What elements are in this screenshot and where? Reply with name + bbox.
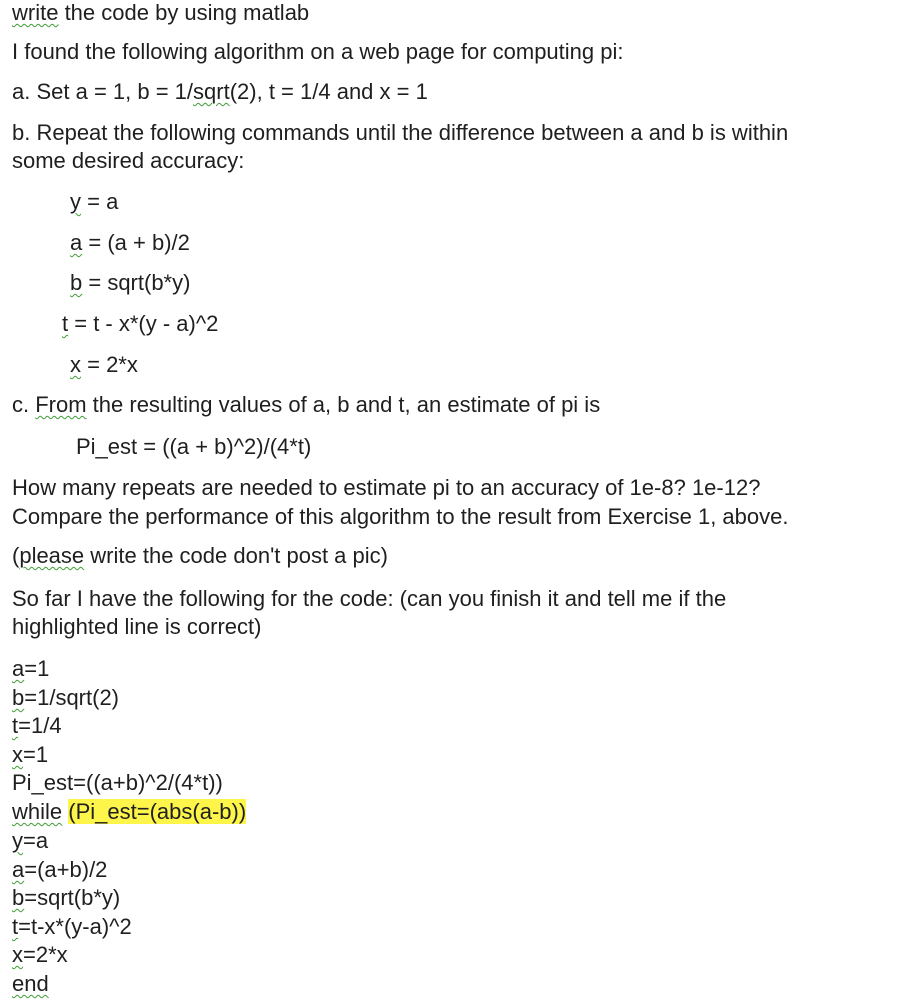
formula-line: t = t - x*(y - a)^2 <box>62 311 219 336</box>
question-line-cont: Compare the performance of this algorithm to the result from Exercise 1, above. <box>12 504 789 529</box>
paragraph-line: So far I have the following for the code: (can you finish it and tell me if the <box>12 586 727 611</box>
code-line: end <box>12 971 49 996</box>
code-line: b=sqrt(b*y) <box>12 885 121 910</box>
spellcheck-word: sqrt <box>193 79 230 104</box>
paragraph-line: I found the following algorithm on a web page for computing pi: <box>12 39 624 64</box>
code-line: b=1/sqrt(2) <box>12 685 120 710</box>
code-line: a=1 <box>12 656 50 681</box>
step-c-line: c. From the resulting values of a, b and t, an estimate of pi is <box>12 392 601 417</box>
spellcheck-word: write <box>12 0 59 25</box>
formula-line: a = (a + b)/2 <box>70 230 190 255</box>
code-line: t=1/4 <box>12 713 62 738</box>
code-line-highlighted: while (Pi_est=(abs(a-b)) <box>12 799 247 824</box>
formula-line: Pi_est = ((a + b)^2)/(4*t) <box>76 434 312 459</box>
request-line: (please write the code don't post a pic) <box>12 543 388 568</box>
paragraph-line-cont: highlighted line is correct) <box>12 614 262 639</box>
highlighted-code: (Pi_est=(abs(a-b)) <box>68 799 247 824</box>
code-line: y=a <box>12 828 49 853</box>
code-line: t=t-x*(y-a)^2 <box>12 914 132 939</box>
question-line: How many repeats are needed to estimate pi to an accuracy of 1e-8? 1e-12? <box>12 475 761 500</box>
formula-line: b = sqrt(b*y) <box>70 270 191 295</box>
code-line: x=2*x <box>12 942 68 967</box>
formula-line: x = 2*x <box>70 352 138 377</box>
step-b-line-cont: some desired accuracy: <box>12 148 245 173</box>
code-line: a=(a+b)/2 <box>12 857 108 882</box>
step-a-line: a. Set a = 1, b = 1/sqrt(2), t = 1/4 and x = 1 <box>12 79 428 104</box>
formula-line: y = a <box>70 189 119 214</box>
intro-line: write the code by using matlab <box>12 0 310 25</box>
code-line: x=1 <box>12 742 49 767</box>
code-line: Pi_est=((a+b)^2/(4*t)) <box>12 770 223 795</box>
step-b-line: b. Repeat the following commands until the difference between a and b is within <box>12 120 789 145</box>
